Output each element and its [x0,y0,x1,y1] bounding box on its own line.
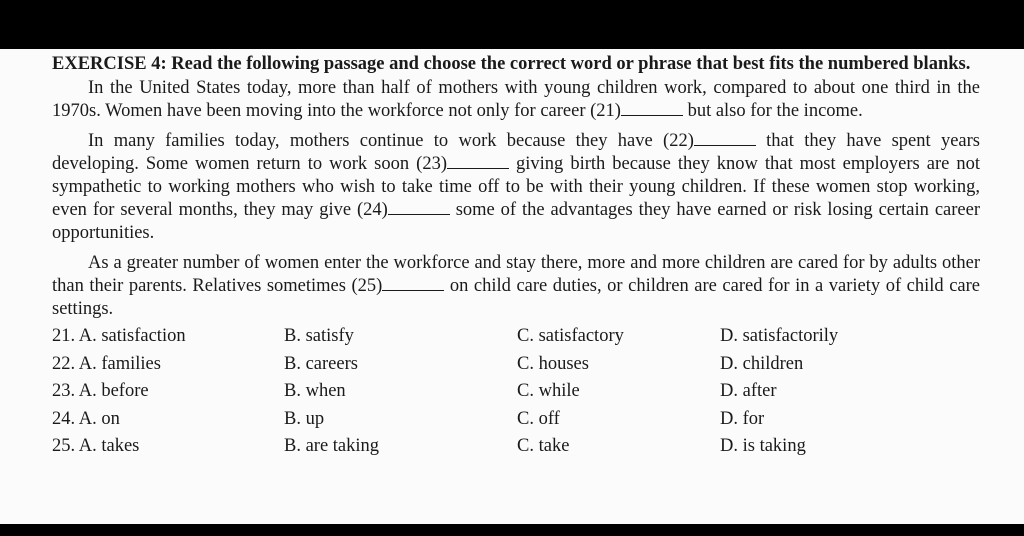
passage-paragraph-1 [52,77,980,123]
option-21-d: D. satisfactorily [720,326,839,346]
option-24-d: D. for [720,408,765,429]
passage-text: As a greater number of women enter the workforce and stay there, more and more children are cared for by adults other than their parents. Relatives sometimes (25) [52,253,980,296]
option-24-b: B. up [284,408,325,429]
option-23-c: C. while [517,381,580,401]
passage-paragraph-2 [52,130,980,245]
question-row-21 [52,324,980,352]
option-21-c: C. satisfactory [517,326,624,346]
question-row-23 [52,379,980,407]
blank-24 [388,200,450,215]
blank-25 [382,276,444,291]
exercise-title: EXERCISE 4: Read the following passage and choose the correct word or phrase that best fits the numbered blanks. [52,54,971,74]
blank-23 [447,154,509,169]
passage-paragraph-3 [52,252,980,321]
blank-22 [694,131,756,146]
option-23-b: B. when [284,381,346,401]
option-25-b: B. are taking [284,436,380,456]
worksheet-page [0,49,1024,524]
answer-options [52,324,980,462]
option-21-a: 21. A. satisfaction [52,326,186,346]
option-22-b: B. careers [284,353,358,374]
option-24-a: 24. A. on [52,408,120,429]
option-22-a: 22. A. families [52,353,161,374]
passage-text: on child care duties, or children are cared for in a variety of child care settings. [52,276,980,319]
option-21-b: B. satisfy [284,326,354,346]
option-25-d: D. is taking [720,436,806,456]
option-24-c: C. off [517,408,560,429]
passage-text: In many families today, mothers continue to work because they have (22) [88,131,694,151]
exercise-content [52,53,980,462]
passage-text: but also for the income. [682,101,863,121]
question-row-24 [52,407,980,435]
passage-text: In the United States today, more than half of mothers with young children work, compared to about one third in the 1970s. Women have been moving into the workforce not only for career (21) [52,78,980,121]
option-23-a: 23. A. before [52,381,149,401]
passage-text: that they have spent years developing. Some women return to work soon (23) [52,131,980,174]
passage-text: some of the advantages they have earned or risk losing certain career opportunities. [52,200,980,243]
option-22-d: D. children [720,353,804,374]
blank-21 [621,101,683,116]
option-25-a: 25. A. takes [52,436,140,456]
option-22-c: C. houses [517,353,589,374]
option-25-c: C. take [517,436,570,456]
option-23-d: D. after [720,381,777,401]
question-row-25 [52,434,980,462]
question-row-22 [52,352,980,380]
passage-text: giving birth because they know that most employers are not sympathetic to working mothers who wish to take time off to be with their young children. If these women stop working, even for several months, they may give (24) [52,154,980,220]
